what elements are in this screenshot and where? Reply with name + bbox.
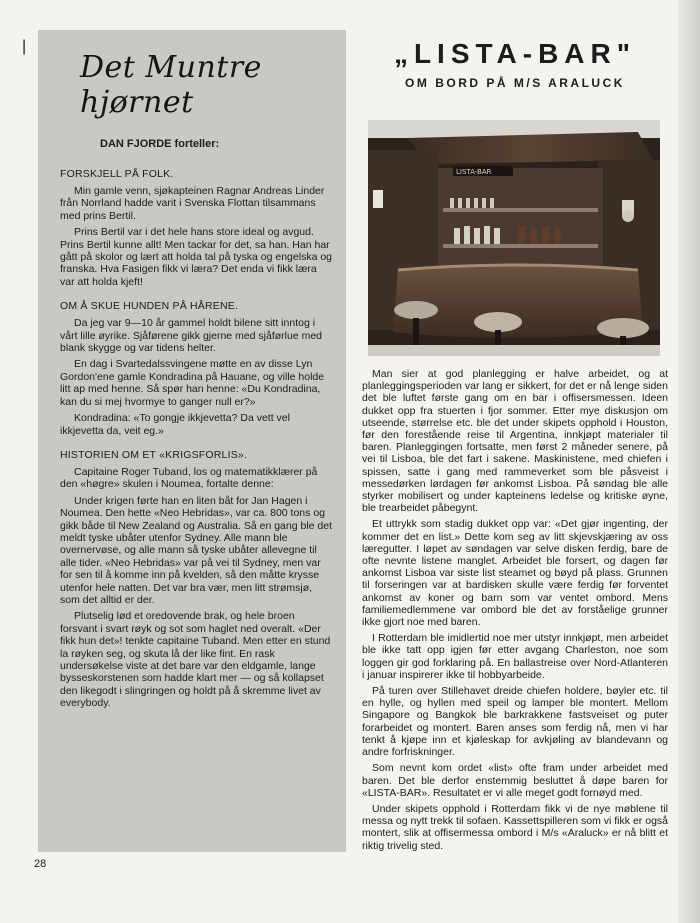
paragraph: Da jeg var 9—10 år gammel holdt bilene sitt inntog i vårt lille øyrike. Sjåførene gikk gjerne med sjåførlue med blank skygge og var tidens helter.	[60, 317, 323, 355]
section-heading: OM Å SKUE HUNDEN PÅ HÅRENE.	[60, 300, 239, 313]
article-header	[362, 30, 668, 108]
article-body	[362, 368, 668, 856]
byline: DAN FJORDE forteller:	[100, 138, 220, 150]
photo-sign-text: LISTA-BAR	[456, 168, 492, 176]
paragraph: Plutselig lød et oredovende brak, og hele broen forsvant i svart røyk og sot som haglet ned overalt. «Der fikk hun det»! tenkte capitaine Tuband. Men etter en stund la røyken seg, og skuta lå der like fint. En rask undersøkelse viste at det bare var den eldgamle, lange bysseskorstenen som hadde klart mer — og så kollapset den likegodt i slingringen og holdt på å skremme livet av everybody.	[60, 610, 331, 710]
paragraph: I Rotterdam ble imidlertid noe mer utstyr innkjøpt, men arbeidet ble ikke tatt opp igjen før etter avgang Charleston, noe som loggen gir god forklaring på. En ballastreise over Nord-Atlanteren i januar inspirerer ikke til hobbyarbeide.	[362, 632, 668, 681]
column-title: Det Muntre hjørnet	[80, 50, 262, 120]
paragraph: Under skipets opphold i Rotterdam fikk vi de nye møblene til messa og nytt trekk til sofaen. Kassettspilleren som vi fikk er også montert, slik at offisermessa ombord i M/s «Araluck» er nå blitt et riktig trivelig sted.	[362, 802, 668, 852]
corner-mark: |	[22, 38, 27, 55]
page-edge	[678, 0, 700, 923]
paragraph: Under krigen førte han en liten båt for Jan Hagen i Noumea. Den hette «Neo Hebridas», var ca. 800 tons og gikk både til New Zealand og Australia. Så en gang ble det meldt tyske ubåter utenfor Sydney. Alle mann ble overnervøse, og alle mann så tyske ubåter allevegne til alle tider. «Neo Hebridas» var på vei til Sydney, men var for sen til å komme inn på kvelden, så den måtte krysse utenfor hele natten. Det var bra vær, men litt strømsjø, som det alltid er der.	[60, 494, 333, 606]
humor-column	[38, 30, 346, 852]
story-forskjell	[60, 168, 332, 288]
paragraph: Et uttrykk som stadig dukket opp var: «Det gjør ingenting, der kommer det en list.» Dette kom seg av litt skjevskjæring av oss læregutter. I løpet av søndagen var selve disken ferdig, bare de ofte nevnte listene manglet. Arbeidet ble forsert, og dagen før ankomst Lisboa var siste list steamet og bøyd på plass. Grunnen til forseringen var at bardisken skulle være ferdig før forventet ankomst av koner og barn som var ventet ombord. Mens familiemedlemmene var ombord ble det av forståelige grunner ikke gjort noe med baren.	[362, 518, 668, 629]
story-hunden	[60, 300, 332, 437]
paragraph: Prins Bertil var i det hele hans store ideal og avgud. Prins Bertil kunne allt! Men tackar for det, sa han. Han har gått på skolor og lært att holda tal på tyska og engelska og franska. Hva Fasigen fikk vi læra? Det enda vi fikk læra var att holda kjeft!	[60, 226, 333, 288]
section-heading: FORSKJELL PÅ FOLK.	[60, 168, 174, 180]
page-number: 28	[34, 858, 47, 870]
paragraph: En dag i Svartedalssvingene møtte en av disse Lyn Gordon'ene gamle Kondradina på Hauane, og ville holde litt ap med henne. Så spør han henne: «Du Kondradina, kan du si mej hvormye to ganger null er?»	[60, 358, 325, 408]
paragraph: Capitaine Roger Tuband, los og matematikklærer på den «høgre» skulen i Noumea, fortalte denne:	[60, 465, 318, 491]
paragraph: Min gamle venn, sjøkapteinen Ragnar Andreas Linder från Norrland hadde varit i Svenska Flottan tilsammans med prins Bertil.	[60, 185, 325, 222]
section-heading: HISTORIEN OM ET «KRIGSFORLIS».	[60, 448, 248, 461]
bar-photo-illustration	[368, 120, 660, 356]
bar-photo	[368, 120, 660, 356]
story-krigsforlis	[60, 449, 332, 710]
article-title: „LISTA-BAR"	[393, 38, 637, 69]
article-subtitle: OM BORD PÅ M/S ARALUCK	[405, 76, 625, 90]
paragraph: På turen over Stillehavet dreide chiefen holdere, bøyler etc. til en hylle, og hyllen med speil og lamper ble montert. Mellom Singapore og Bangkok ble barkrakkene fastsveiset og puter forarbeidet og montert. Baren anses som ferdig nå, men vi har tenkt å kjøpe inn et kjøleskap for avkjøling av blandevann og andre forfriskninger.	[362, 685, 668, 759]
paragraph: Kondradina: «To gongje ikkjevetta? Da vett vel ikkjevetta da, veit eg.»	[60, 412, 290, 437]
paragraph: Man sier at god planlegging er halve arbeidet, og at planleggingsperioden var lang er sikkert, for det er nå lenge siden det ble luftet første gang om en bar i offisersmessen. Ideen dukket opp fra stuerten i fjor sommer. Etter mye diskusjon om utseende, størrelse etc. ble det under skipets opphold i Houston, før den forestående reise til Argentina, innkjøpt materialer til baren. Planleggingen fortsatte, men først 2 måneder senere, på vei til Lisboa, ble det fart i sakene. Maskinistene, med chiefen i spissen, satte i gang med rammeverket som ble påsveist i messedørken lørdagen før ankomst Lisboa. På søndag ble alle styrker mobilisert og under kapteinens ledelse og kritiske øyne, ble trearbeidet påbegynt.	[362, 368, 668, 515]
paragraph: Som nevnt kom ordet «list» ofte fram under arbeidet med baren. Det ble derfor enstemmig besluttet å døpe baren for «LISTA-BAR». Resultatet er vi alle meget godt fornøyd med.	[362, 762, 668, 799]
